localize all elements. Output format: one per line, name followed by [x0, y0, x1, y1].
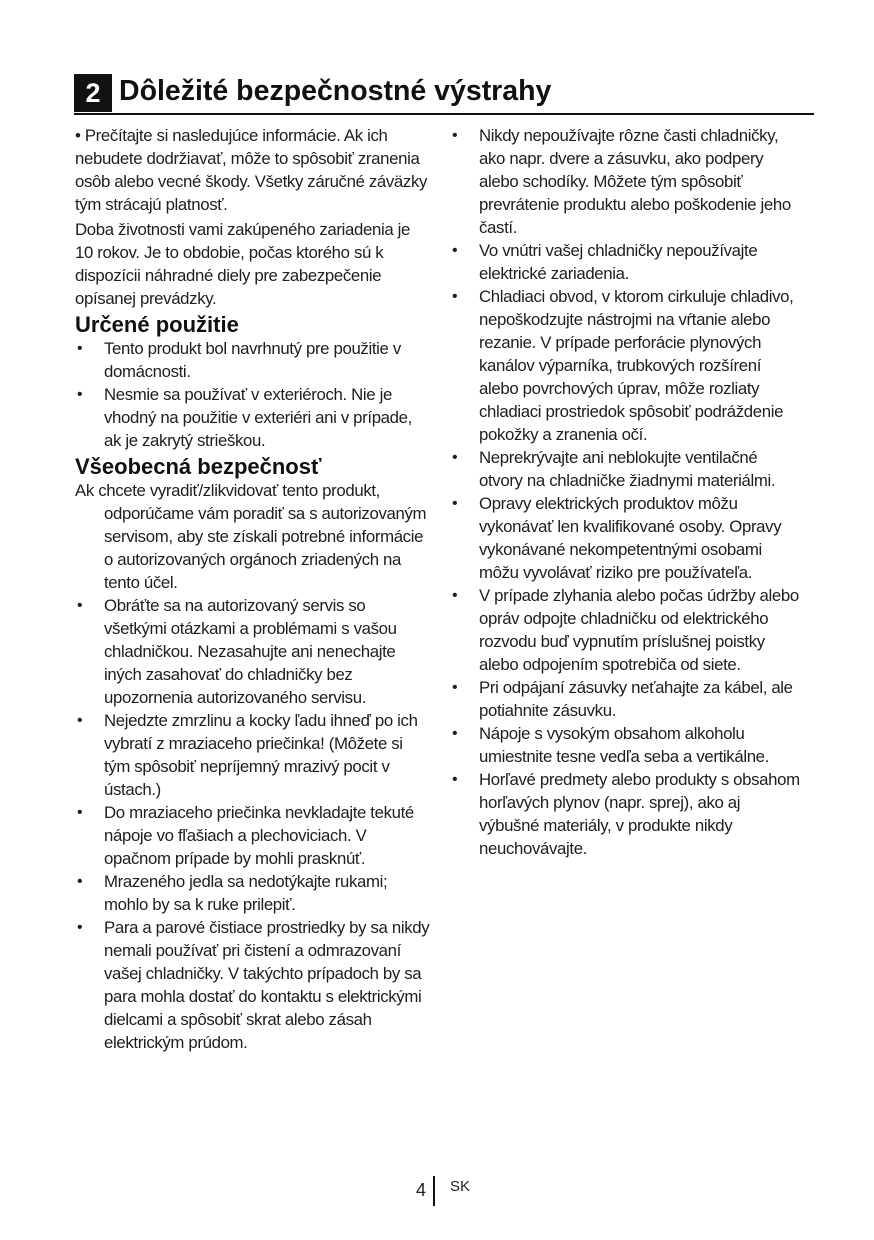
list-item: • Nesmie sa používať v exteriéroch. Nie je vhodný na použitie v exteriéri ani v prípade, ak je zakrytý strieškou.: [75, 383, 430, 452]
footer-divider: [433, 1176, 435, 1206]
intro-paragraph: • Prečítajte si nasledujúce informácie. Ak ich nebudete dodržiavať, môže to spôsobiť zranenia osôb alebo vecné škody. Všetky záručné záväzky tým strácajú platnosť.: [75, 126, 428, 214]
page-number: 4: [416, 1180, 427, 1200]
list-item: • Opravy elektrických produktov môžu vykonávať len kvalifikované osoby. Opravy vykonávané nekompetentnými osobami môžu vyvolávať riziko pre používateľa.: [450, 492, 800, 584]
section-title-general-safety: Všeobecná bezpečnosť: [75, 454, 322, 479]
list-item: • Mrazeného jedla sa nedotýkajte rukami; mohlo by sa k ruke prilepiť.: [75, 870, 430, 916]
chapter-number-badge: 2: [74, 74, 112, 112]
language-code: SK: [450, 1178, 471, 1195]
list-item: • Para a parové čistiace prostriedky by sa nikdy nemali používať pri čistení a odmrazovaní vašej chladničky. V takýchto prípadoch by sa para mohla dostať do kontaktu s elektrickými dielcami a spôsobiť skrat alebo zásah elektrickým prúdom.: [75, 916, 430, 1054]
section-title-intended-use: Určené použitie: [75, 312, 239, 337]
list-item: • Neprekrývajte ani neblokujte ventilačné otvory na chladničke žiadnymi materiálmi.: [450, 446, 800, 492]
list-item: • Do mraziaceho priečinka nevkladajte tekuté nápoje vo fľašiach a plechoviciach. V opačnom prípade by mohli prasknúť.: [75, 801, 430, 870]
list-item: • Nápoje s vysokým obsahom alkoholu umiestnite tesne vedľa seba a vertikálne.: [450, 722, 800, 768]
list-item: • Horľavé predmety alebo produkty s obsahom horľavých plynov (napr. sprej), ako aj výbušné materiály, v produkte nikdy neuchovávajte.: [450, 768, 800, 860]
list-item: • Vo vnútri vašej chladničky nepoužívajte elektrické zariadenia.: [450, 239, 800, 285]
page-footer: [416, 1176, 496, 1208]
list-item: • Obráťte sa na autorizovaný servis so všetkými otázkami a problémami s vašou chladničkou. Nezasahujte ani nenechajte iných zasahovať do chladničky bez upozornenia autorizovaného servisu.: [75, 594, 430, 709]
lifetime-paragraph: Doba životnosti vami zakúpeného zariadenia je 10 rokov. Je to obdobie, počas ktorého sú k dispozícii náhradné diely pre zabezpečenie opísanej prevádzky.: [75, 220, 411, 308]
left-column: [75, 124, 430, 1054]
list-item: • Pri odpájaní zásuvky neťahajte za kábel, ale potiahnite zásuvku.: [450, 676, 800, 722]
list-item: • Chladiaci obvod, v ktorom cirkuluje chladivo, nepoškodzujte nástrojmi na vŕtanie alebo rezanie. V prípade perforácie plynových kanálov výparníka, trubkových rozšírení alebo povrchových úprav, môže rozliaty chladiaci prostriedok spôsobiť podráždenie pokožky a zranenia očí.: [450, 285, 800, 446]
chapter-header: [74, 68, 814, 115]
list-item: • Nejedzte zmrzlinu a kocky ľadu ihneď po ich vybratí z mraziaceho priečinka! (Môžete si tým spôsobiť nepríjemný mrazivý pocit v ústach.): [75, 709, 430, 801]
safety-list-continued: [450, 124, 800, 860]
chapter-title: Dôležité bezpečnostné výstrahy: [119, 75, 552, 107]
intended-use-list: [75, 337, 430, 452]
list-item: • Nikdy nepoužívajte rôzne časti chladničky, ako napr. dvere a zásuvku, ako podpery alebo schodíky. Môžete tým spôsobiť prevrátenie produktu alebo poškodenie jeho častí.: [450, 124, 800, 239]
list-item: • V prípade zlyhania alebo počas údržby alebo opráv odpojte chladničku od elektrického rozvodu buď vypnutím príslušnej poistky alebo odpojením spotrebiča od siete.: [450, 584, 800, 676]
list-item: • Tento produkt bol navrhnutý pre použitie v domácnosti.: [75, 337, 430, 383]
general-safety-list: [75, 594, 430, 1054]
disposal-paragraph: Ak chcete vyradiť/zlikvidovať tento produkt, odporúčame vám poradiť sa s autorizovaným servisom, aby ste získali potrebné informácie o autorizovaných orgánoch zriadených na tento účel.: [75, 481, 427, 592]
right-column: [450, 124, 800, 860]
